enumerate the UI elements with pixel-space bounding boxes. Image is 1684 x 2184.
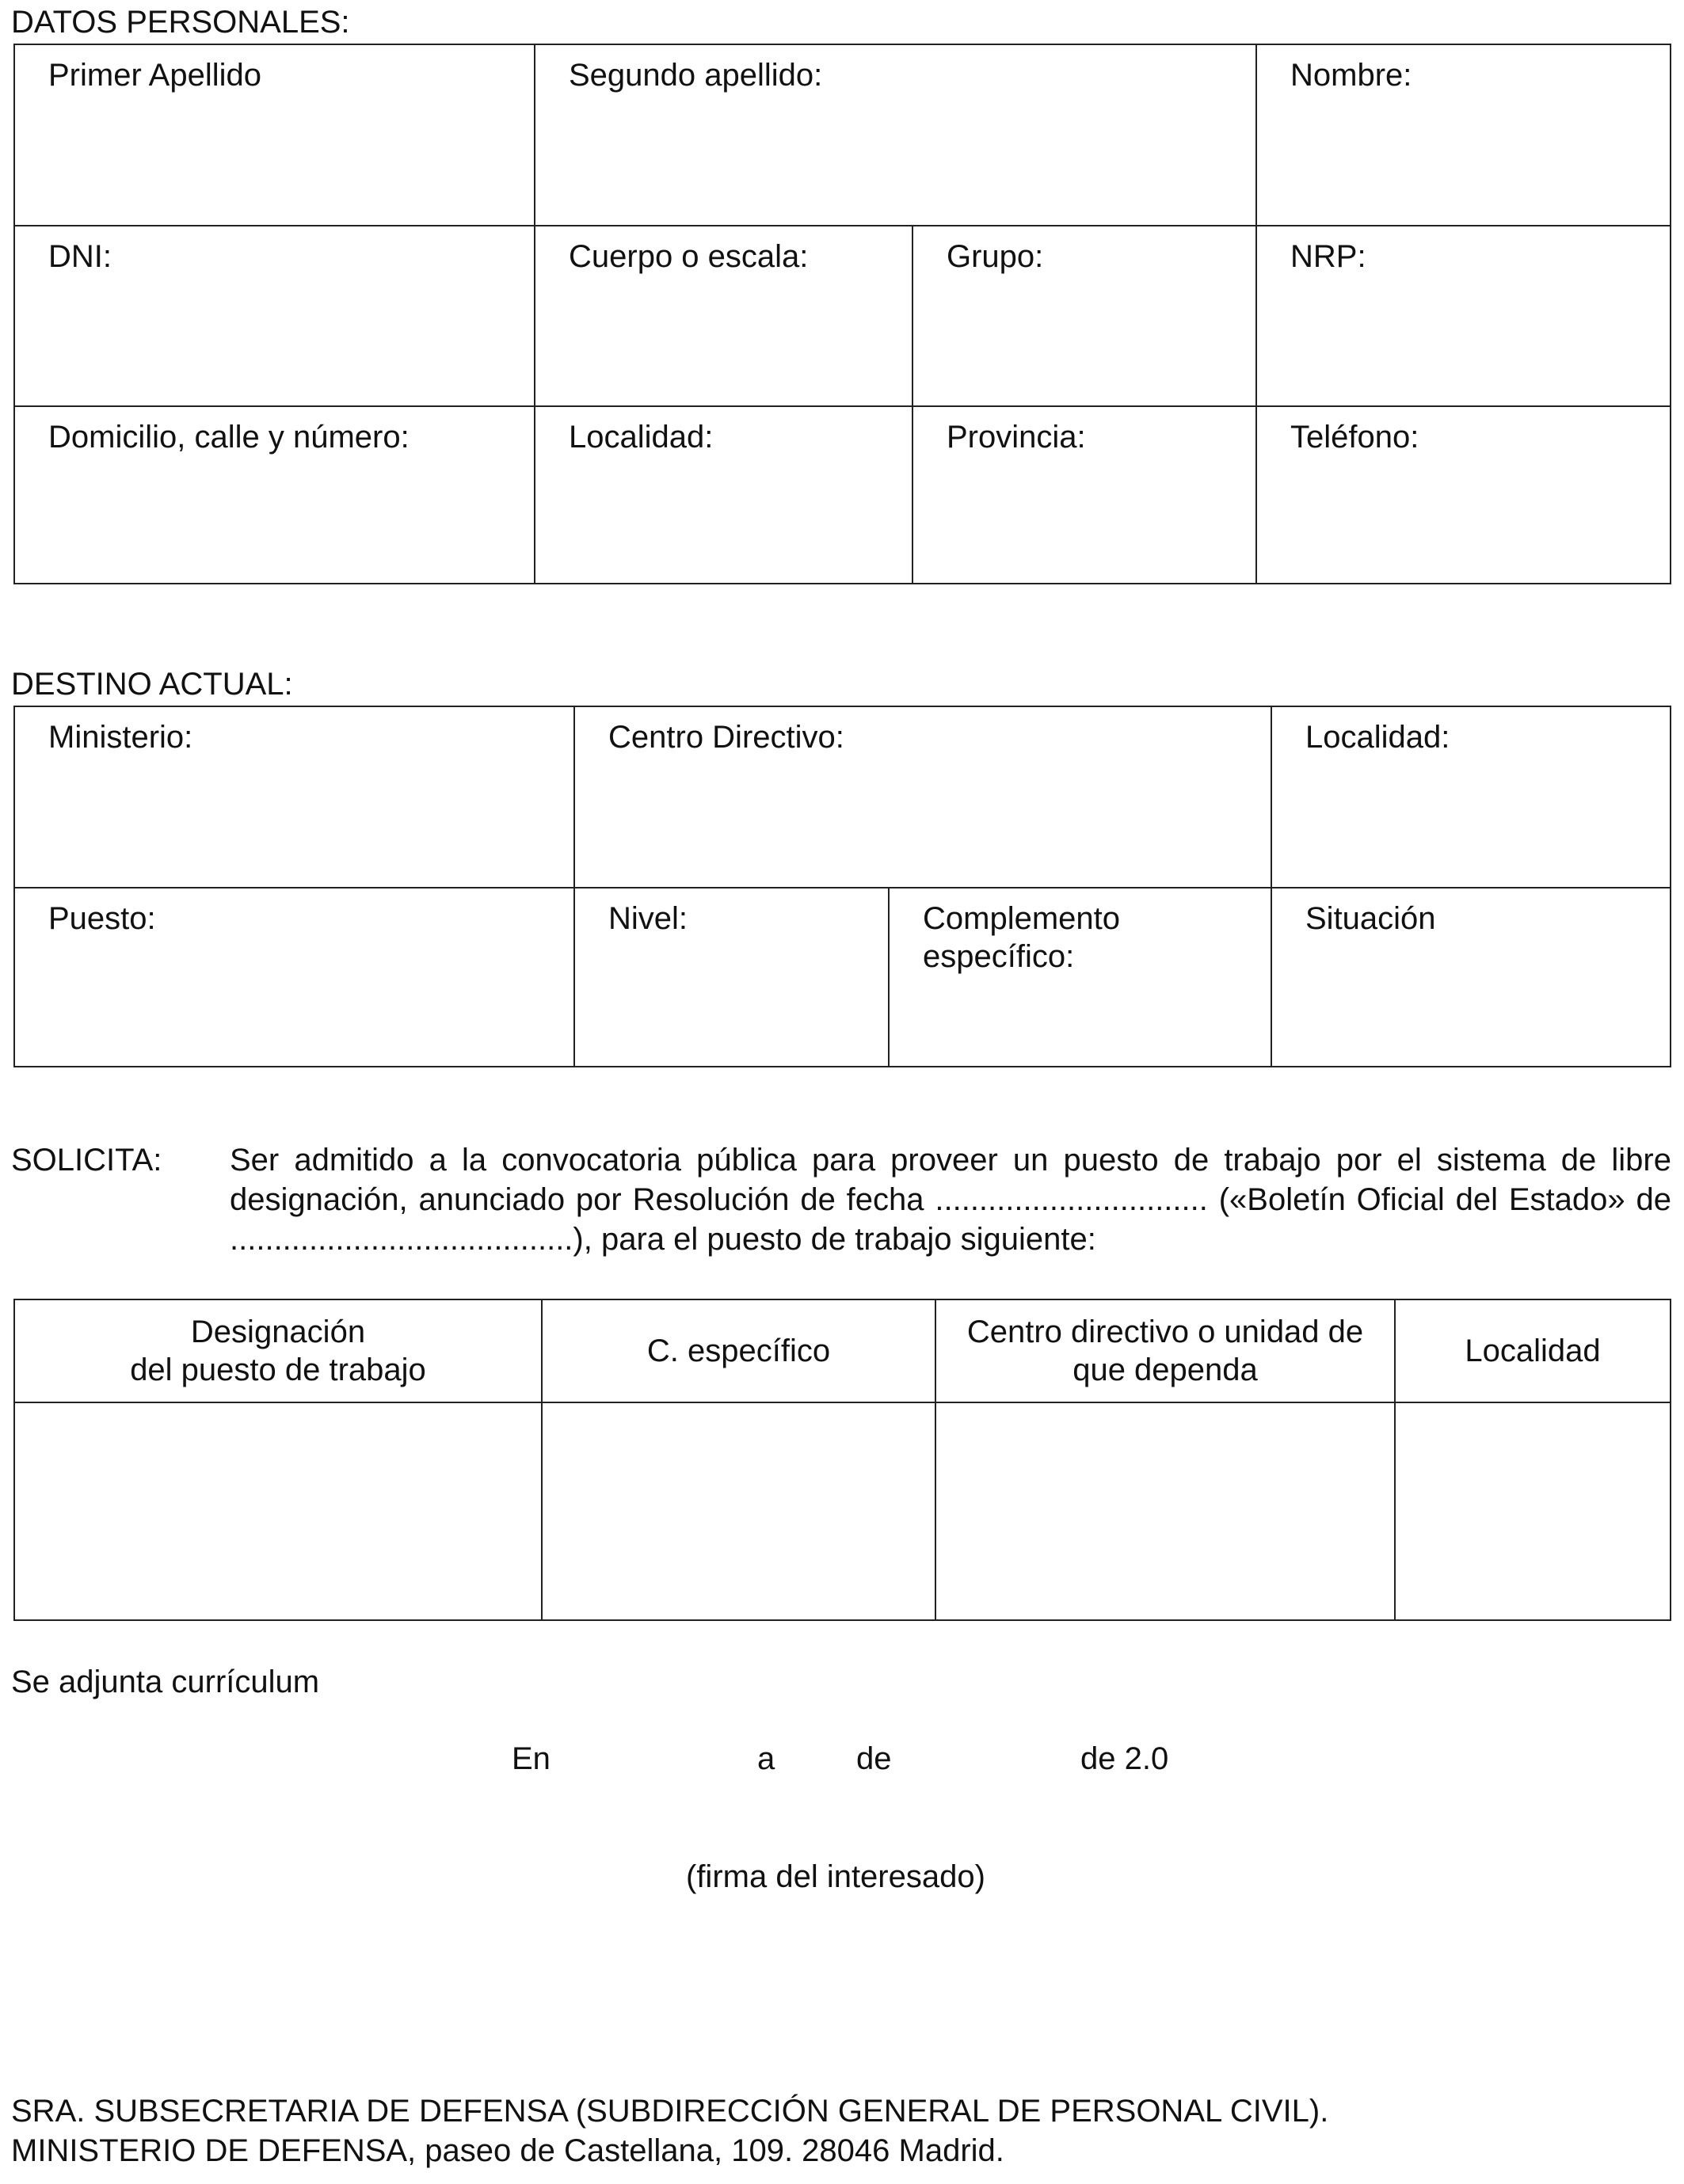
field-nrp[interactable] bbox=[1255, 225, 1670, 405]
field-label: Ministerio: bbox=[48, 720, 193, 755]
field-provincia[interactable] bbox=[912, 405, 1255, 583]
header-centro-directivo bbox=[935, 1300, 1394, 1403]
header-text: del puesto de trabajo bbox=[130, 1353, 426, 1387]
field-dni[interactable] bbox=[15, 225, 534, 405]
adjunta-curriculum-text: Se adjunta currículum bbox=[11, 1665, 320, 1699]
field-nivel[interactable] bbox=[573, 887, 888, 1066]
header-designacion bbox=[15, 1300, 541, 1403]
fecha-de-anio: de 2.0 bbox=[1080, 1741, 1169, 1776]
field-situacion[interactable] bbox=[1271, 887, 1670, 1066]
destinatario-line2: MINISTERIO DE DEFENSA, paseo de Castellana, 109. 28046 Madrid. bbox=[11, 2133, 1004, 2168]
header-text: Designación bbox=[190, 1315, 366, 1349]
field-label: Nivel: bbox=[608, 901, 688, 936]
field-label: Centro Directivo: bbox=[608, 720, 844, 755]
field-nombre[interactable] bbox=[1255, 45, 1670, 225]
header-text: Centro directivo o unidad de bbox=[966, 1315, 1364, 1349]
field-label: Nombre: bbox=[1290, 58, 1412, 93]
datos-personales-table bbox=[13, 44, 1671, 584]
field-label: Puesto: bbox=[48, 901, 156, 936]
field-complemento-especifico[interactable] bbox=[888, 887, 1271, 1066]
header-text: C. específico bbox=[646, 1334, 831, 1368]
header-localidad bbox=[1394, 1300, 1670, 1403]
cell-c-especifico-input[interactable] bbox=[541, 1403, 935, 1619]
field-ministerio[interactable] bbox=[15, 707, 573, 887]
field-label: Grupo: bbox=[947, 239, 1044, 274]
fecha-de: de bbox=[856, 1741, 892, 1776]
destino-actual-table bbox=[13, 706, 1671, 1067]
solicita-label: SOLICITA: bbox=[11, 1143, 162, 1178]
field-label: Segundo apellido: bbox=[569, 58, 823, 93]
firma-interesado: (firma del interesado) bbox=[686, 1859, 985, 1894]
field-label: DNI: bbox=[48, 239, 112, 274]
field-centro-directivo[interactable] bbox=[573, 707, 1271, 887]
field-destino-localidad[interactable] bbox=[1271, 707, 1670, 887]
field-label: Localidad: bbox=[1305, 720, 1450, 755]
field-label: NRP: bbox=[1290, 239, 1366, 274]
field-label-line1: Complemento bbox=[923, 901, 1121, 936]
cell-localidad-input[interactable] bbox=[1394, 1403, 1670, 1619]
cell-designacion-input[interactable] bbox=[15, 1403, 541, 1619]
field-localidad[interactable] bbox=[534, 405, 912, 583]
destinatario-line1: SRA. SUBSECRETARIA DE DEFENSA (SUBDIRECCIÓN GENERAL DE PERSONAL CIVIL). bbox=[11, 2094, 1329, 2129]
header-c-especifico bbox=[541, 1300, 935, 1403]
fecha-en: En bbox=[512, 1741, 551, 1776]
field-label-line2: específico: bbox=[923, 939, 1075, 974]
field-grupo[interactable] bbox=[912, 225, 1255, 405]
fecha-a: a bbox=[757, 1741, 775, 1776]
field-telefono[interactable] bbox=[1255, 405, 1670, 583]
section-title-datos-personales: DATOS PERSONALES: bbox=[11, 5, 350, 40]
puesto-solicitado-table bbox=[13, 1299, 1671, 1621]
field-puesto[interactable] bbox=[15, 887, 573, 1066]
field-domicilio[interactable] bbox=[15, 405, 534, 583]
section-title-destino-actual: DESTINO ACTUAL: bbox=[11, 667, 293, 702]
field-label: Teléfono: bbox=[1290, 420, 1419, 455]
cell-centro-directivo-input[interactable] bbox=[935, 1403, 1394, 1619]
solicita-text: Ser admitido a la convocatoria pública para proveer un puesto de trabajo por el sistema de libre designación, anunciado por Resolución de fecha ............................... («Boletín Oficial del Estado» de .......................................), para el puesto de trabajo siguiente: bbox=[230, 1143, 1671, 1257]
field-label: Provincia: bbox=[947, 420, 1086, 455]
field-label: Situación bbox=[1305, 901, 1436, 936]
field-primer-apellido[interactable] bbox=[15, 45, 534, 225]
field-segundo-apellido[interactable] bbox=[534, 45, 1255, 225]
field-label: Cuerpo o escala: bbox=[569, 239, 809, 274]
field-cuerpo-escala[interactable] bbox=[534, 225, 912, 405]
field-label: Domicilio, calle y número: bbox=[48, 420, 410, 455]
field-label: Localidad: bbox=[569, 420, 714, 455]
header-text: que dependa bbox=[1073, 1353, 1258, 1387]
field-label: Primer Apellido bbox=[48, 58, 262, 93]
header-text: Localidad bbox=[1465, 1334, 1601, 1368]
